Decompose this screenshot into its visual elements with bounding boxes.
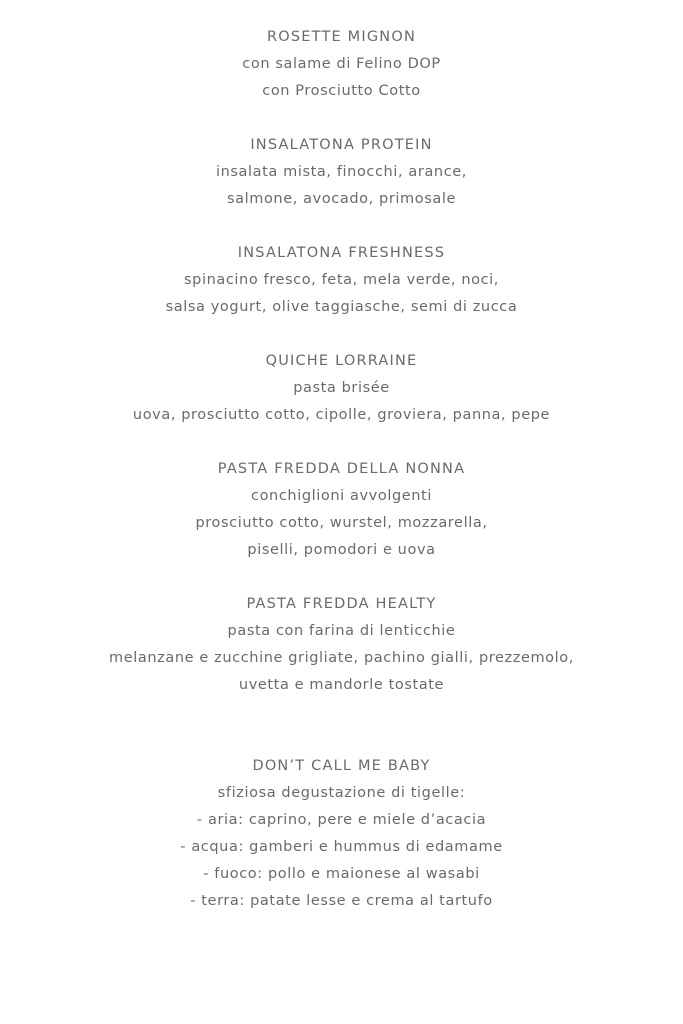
dish-title: PASTA FREDDA HEALTY — [246, 596, 437, 612]
dish-description-line: - terra: patate lesse e crema al tartufo — [190, 893, 493, 909]
dish-title: QUICHE LORRAINE — [265, 353, 418, 369]
dish-description-line: con Prosciutto Cotto — [262, 83, 421, 99]
section-spacer — [0, 213, 683, 240]
dish-description-line: - aria: caprino, pere e miele d’acacia — [196, 812, 487, 828]
dish-title: PASTA FREDDA DELLA NONNA — [217, 461, 466, 477]
dish-description-line: - fuoco: pollo e maionese al wasabi — [203, 866, 480, 882]
dish-description-line: - acqua: gamberi e hummus di edamame — [180, 839, 503, 855]
menu-list — [0, 24, 683, 915]
section-spacer — [0, 429, 683, 456]
menu-item-dont-call-me-baby — [0, 753, 683, 915]
dish-description-line: piselli, pomodori e uova — [247, 542, 436, 558]
section-spacer — [0, 699, 683, 753]
dish-description-line: pasta con farina di lenticchie — [227, 623, 456, 639]
dish-description-line: con salame di Felino DOP — [242, 56, 441, 72]
dish-description-line: uvetta e mandorle tostate — [238, 677, 445, 693]
menu-item-insalatona-freshness — [0, 240, 683, 321]
dish-description-line: insalata mista, finocchi, arance, — [215, 164, 468, 180]
dish-title: ROSETTE MIGNON — [266, 29, 416, 45]
dish-title: DON’T CALL ME BABY — [252, 758, 431, 774]
dish-description-line: melanzane e zucchine grigliate, pachino gialli, prezzemolo, — [109, 650, 574, 666]
dish-description-line: prosciutto cotto, wurstel, mozzarella, — [195, 515, 488, 531]
dish-description-line: pasta brisée — [293, 380, 390, 396]
dish-description-line: salmone, avocado, primosale — [226, 191, 457, 207]
dish-description-line: sfiziosa degustazione di tigelle: — [217, 785, 466, 801]
menu-item-insalatona-protein — [0, 132, 683, 213]
menu-item-pasta-fredda-della-nonna — [0, 456, 683, 564]
dish-description-line: spinacino fresco, feta, mela verde, noci, — [183, 272, 500, 288]
section-spacer — [0, 564, 683, 591]
dish-title: INSALATONA PROTEIN — [250, 137, 433, 153]
section-spacer — [0, 321, 683, 348]
section-spacer — [0, 105, 683, 132]
dish-description-line: conchiglioni avvolgenti — [251, 488, 432, 504]
dish-description-line: uova, prosciutto cotto, cipolle, groviera, panna, pepe — [132, 407, 551, 423]
dish-title: INSALATONA FRESHNESS — [237, 245, 446, 261]
menu-item-pasta-fredda-healty — [0, 591, 683, 699]
dish-description-line: salsa yogurt, olive taggiasche, semi di zucca — [165, 299, 518, 315]
menu-item-rosette-mignon — [0, 24, 683, 105]
menu-item-quiche-lorraine — [0, 348, 683, 429]
